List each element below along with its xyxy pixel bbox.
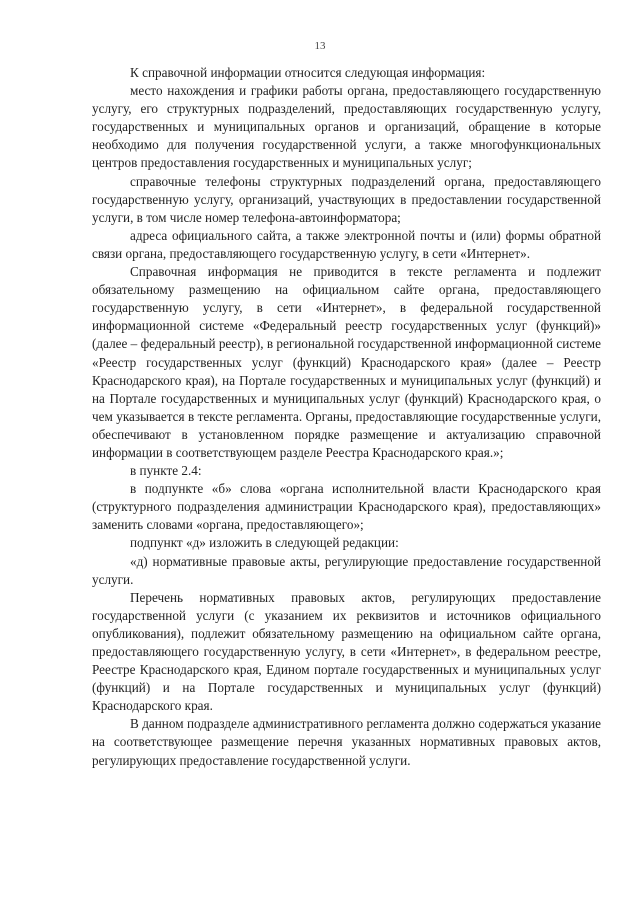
paragraph-intro: К справочной информации относится следующая информация: xyxy=(130,65,486,80)
document-body xyxy=(92,64,601,770)
paragraph-clause-2-4: в пункте 2.4: xyxy=(130,463,202,479)
paragraph-location-schedule: место нахождения и графики работы органа, предоставляющего государственную услугу, его структурных подразделений, предоставляющих государственную услугу, государственных и муниципальных органов и организаций, обращение в которые необходимо для получения государственной услуги, а также многофункциональных центров предоставления государственных и муниципальных услуг; xyxy=(92,83,601,171)
page-number: 13 xyxy=(314,40,326,52)
paragraph-final-note: В данном подразделе административного регламента должно содержаться указание на соответствующее размещение перечня указанных нормативных правовых актов, регулирующих предоставление государственной услуги. xyxy=(92,716,601,768)
paragraph-subclause-d: «д) нормативные правовые акты, регулирующие предоставление государственной услуги. xyxy=(92,553,601,587)
paragraph-subclause-d-intro: подпункт «д» изложить в следующей редакции: xyxy=(130,535,399,551)
paragraph-phones: справочные телефоны структурных подразделений органа, предоставляющего государственную услугу, организаций, участвующих в предоставлении государственной услуги, в том числе номер телефона-автоинформатора; xyxy=(92,173,601,225)
paragraph-reference-info: Справочная информация не приводится в тексте регламента и подлежит обязательному размещению на официальном сайте органа, предоставляющего государственную услугу, в сети «Интернет», в федеральной государственной информационной системе «Федеральный реестр государственных услуг (функций)» (далее – федеральный реестр), в региональной государственной информационной системе «Реестр государственных услуг (функций) Краснодарского края» (далее – Реестр Краснодарского края), на Портале государственных и муниципальных услуг (функций) и на Портале государственных и муниципальных услуг (функций) Краснодарского края, о чем указывается в тексте регламента. Органы, предоставляющие государственные услуги, обеспечивают в установленном порядке размещение и актуализацию справочной информации в соответствующем разделе Реестра Краснодарского края.»; xyxy=(92,264,601,460)
paragraph-website-addresses: адреса официального сайта, а также электронной почты и (или) формы обратной связи органа, предоставляющего государственную услугу, в сети «Интернет». xyxy=(92,227,601,261)
paragraph-subclause-b: в подпункте «б» слова «органа исполнительной власти Краснодарского края (структурного подразделения администрации Краснодарского края), предоставляющих» заменить словами «органа, предоставляющего»; xyxy=(92,481,601,533)
paragraph-legal-acts-list: Перечень нормативных правовых актов, регулирующих предоставление государственной услуги (с указанием их реквизитов и источников официального опубликования), подлежит обязательному размещению на официальном сайте органа, предоставляющего государственную услугу, в сети «Интернет», в федеральном реестре, Реестре Краснодарского края, Едином портале государственных и муниципальных услуг (функций) и на Портале государственных и муниципальных услуг (функций) Краснодарского края. xyxy=(92,589,601,714)
